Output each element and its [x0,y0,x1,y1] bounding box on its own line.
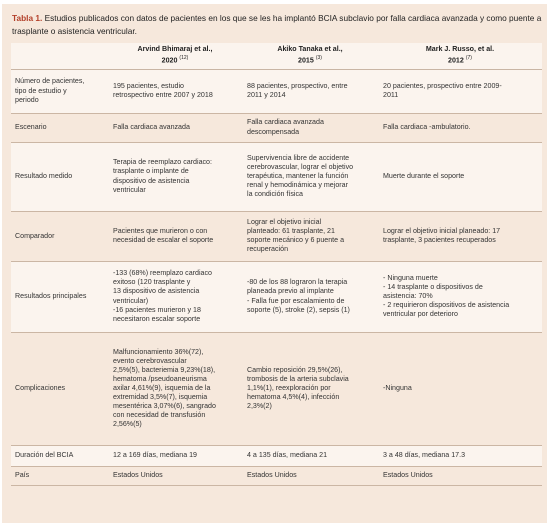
header-russo [378,43,542,69]
table-row [11,69,542,113]
header-tanaka-ref: (3) [315,55,322,62]
cell-tanaka: Estados Unidos [242,466,378,485]
row-label: Escenario [11,113,108,142]
caption-label: Tabla 1. [12,13,43,23]
header-tanaka-name: Akiko Tanaka et al., [277,45,343,53]
cell-russo: -Ninguna [378,332,542,445]
cell-bhimaraj: 195 pacientes, estudio retrospectivo entre 2007 y 2018 [108,69,242,113]
caption-text: Estudios publicados con datos de pacientes en los que se les ha implantó BCIA subclavio por falla cardiaca avanzada y como puente a trasplante o asistencia ventricular. [12,13,542,36]
row-label: País [11,466,108,485]
cell-bhimaraj: Pacientes que murieron o con necesidad de escalar el soporte [108,211,242,261]
header-empty [11,43,108,69]
header-russo-year: 2012 [448,56,464,65]
header-bhimaraj [108,43,242,69]
cell-bhimaraj: Malfuncionamiento 36%(72), evento cerebrovascular 2,5%(5), bacteriemia 9,23%(18), hematoma /pseudoaneurisma axilar 4,61%(9), isquemia de la extremidad 3,5%(7), isquemia mesentérica 3,07%(6), sangrado con necesidad de transfusión 2,56%(5) [108,332,242,445]
cell-bhimaraj: -133 (68%) reemplazo cardiaco exitoso (120 trasplante y 13 dispositivo de asistencia ventricular) -16 pacientes murieron y 18 necesitaron escalar soporte [108,261,242,332]
cell-tanaka: 88 pacientes, prospectivo, entre 2011 y 2014 [242,69,378,113]
cell-tanaka: Supervivencia libre de accidente cerebrovascular, lograr el objetivo terapéutica, mantener la función renal y hemodinámica y mejorar la condición física [242,142,378,211]
cell-russo: Falla cardiaca -ambulatorio. [378,113,542,142]
row-label: Duración del BCIA [11,445,108,466]
header-russo-ref: (7) [465,55,472,62]
cell-russo: 20 pacientes, prospectivo entre 2009- 2011 [378,69,542,113]
row-label: Complicaciones [11,332,108,445]
cell-russo: Muerte durante el soporte [378,142,542,211]
table-caption [12,12,542,37]
header-bhimaraj-name: Arvind Bhimaraj et al., [137,45,213,53]
table-row [11,445,542,466]
header-bhimaraj-ref: (12) [179,55,189,62]
cell-russo: Lograr el objetivo inicial planeado: 17 trasplante, 3 pacientes recuperados [378,211,542,261]
cell-tanaka: Lograr el objetivo inicial planteado: 61 trasplante, 21 soporte mecánico y 6 puente a recuperación [242,211,378,261]
table-row [11,261,542,332]
row-label: Número de pacientes, tipo de estudio y periodo [11,69,108,113]
table-row [11,113,542,142]
header-bhimaraj-year: 2020 [161,56,178,65]
cell-tanaka: 4 a 135 días, mediana 21 [242,445,378,466]
header-tanaka [242,43,378,69]
header-tanaka-year: 2015 [298,56,314,65]
cell-tanaka: Falla cardiaca avanzada descompensada [242,113,378,142]
cell-bhimaraj: 12 a 169 días, mediana 19 [108,445,242,466]
cell-bhimaraj: Terapia de reemplazo cardiaco: trasplante o implante de dispositivo de asistencia ventricular [108,142,242,211]
table-row [11,142,542,211]
row-label: Resultados principales [11,261,108,332]
header-row [11,43,542,69]
table-panel [2,4,547,523]
cell-tanaka: Cambio reposición 29,5%(26), trombosis de la arteria subclavia 1,1%(1), reexploración por hematoma 4,5%(4), infección 2,3%(2) [242,332,378,445]
table-row [11,211,542,261]
header-russo-name: Mark J. Russo, et al. [425,45,495,53]
cell-russo: - Ninguna muerte - 14 trasplante o dispositivos de asistencia: 70% - 2 requirieron dispositivos de asistencia ventricular por deterioro [378,261,542,332]
row-label: Resultado medido [11,142,108,211]
cell-tanaka: -80 de los 88 lograron la terapia planeada previo al implante - Falla fue por escalamiento de soporte (5), stroke (2), sepsis (1) [242,261,378,332]
cell-russo: Estados Unidos [378,466,542,485]
cell-bhimaraj: Estados Unidos [108,466,242,485]
studies-table [11,43,542,486]
table-row [11,466,542,485]
row-label: Comparador [11,211,108,261]
table-row [11,332,542,445]
cell-bhimaraj: Falla cardiaca avanzada [108,113,242,142]
cell-russo: 3 a 48 días, mediana 17.3 [378,445,542,466]
